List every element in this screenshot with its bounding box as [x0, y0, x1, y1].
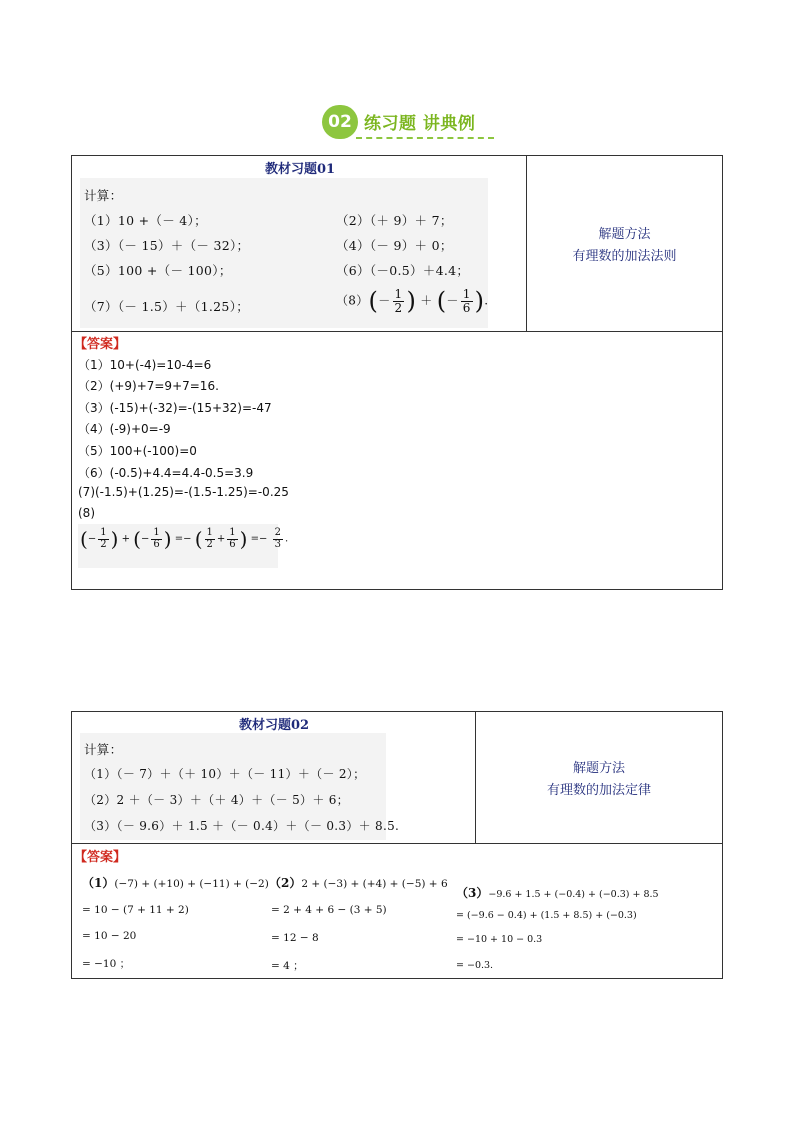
fraction: $\frac{1}{2}$ [206, 527, 213, 550]
exercise-2-question-1: （1）（－ 7）＋（＋ 10）＋（－ 11）＋（－ 2）； [84, 767, 366, 781]
fraction: $\frac{1}{6}$ [153, 527, 160, 550]
exercise-1-divider-horizontal [71, 331, 722, 332]
exercise-1-question-8 [336, 288, 488, 314]
exercise-2-question-3: （3）（－ 9.6）＋ 1.5 ＋（－ 0.4）＋（－ 0.3）＋ 8.5. [84, 819, 400, 833]
exercise-1-divider-vertical [526, 155, 527, 331]
fraction: $\frac{1}{2}$ [394, 287, 403, 315]
exercise-2-solution-3-step-1: = (−9.6 − 0.4) + (1.5 + 8.5) + (−0.3) [456, 910, 637, 921]
exercise-1-prompt: 计算： [84, 188, 123, 203]
exercise-2-divider-vertical [475, 711, 476, 843]
exercise-2-solution-3-step-3: = −0.3. [456, 960, 494, 971]
exercise-1-answer-8-label: (8) [78, 506, 95, 520]
question-8-label: （8） [336, 293, 369, 308]
exercise-1-question-2: （2）（＋ 9）＋ 7； [336, 213, 453, 228]
exercise-1-question-1: （1）10 +（－ 4）； [84, 213, 207, 228]
exercise-1-answer-8-math: (− $\frac{1}{2}$ ) + (− $\frac{1}{6}$ ) =− ( $\frac{1}{2}$ + $\frac{1}{6}$ ) =− $\frac{2}{3}$ . [80, 527, 289, 551]
exercise-1-answer-7: (7)(-1.5)+(1.25)=-(1.5-1.25)=-0.25 [78, 485, 289, 499]
paren-right: ) [474, 287, 485, 316]
exercise-1-answer-5: （5）100+(-100)=0 [78, 444, 197, 458]
exercise-1-question-5: （5）100 +（－ 100）； [84, 263, 232, 278]
exercise-1-question-4: （4）（－ 9）＋ 0； [336, 238, 453, 253]
exercise-2-prompt: 计算： [84, 742, 123, 757]
exercise-2-solution-1-expression: （1）(−7) + (+10) + (−11) + (−2) [82, 876, 269, 890]
fraction: $\frac{1}{2}$ [100, 527, 107, 550]
section-title-underline [356, 137, 494, 139]
exercise-2-solution-2-step-1: = 2 + 4 + 6 − (3 + 5) [271, 904, 387, 916]
paren-left: ( [436, 287, 447, 316]
section-number-badge: 02 [322, 105, 358, 139]
minus-sign: － [446, 293, 459, 308]
exercise-2-title: 教材习题02 [238, 718, 310, 733]
exercise-2-solution-2-step-2: = 12 − 8 [271, 932, 319, 944]
exercise-1-question-6: （6）（－0.5）＋4.4； [336, 263, 470, 278]
exercise-2-solution-3-step-2: = −10 + 10 − 0.3 [456, 934, 543, 945]
exercise-1-answer-4: （4）(-9)+0=-9 [78, 422, 171, 436]
exercise-2-solution-2-expression: （2）2 + (−3) + (+4) + (−5) + 6 [269, 876, 448, 890]
exercise-2-divider-horizontal [71, 843, 722, 844]
exercise-1-answer-label: 【答案】 [74, 337, 127, 352]
exercise-2-method: 有理数的加法定律 [546, 783, 651, 798]
exercise-1-method: 有理数的加法法则 [572, 249, 677, 264]
fraction: $\frac{2}{3}$ [274, 527, 281, 550]
exercise-2-question-2: （2）2 ＋（－ 3）＋（＋ 4）＋（－ 5）＋ 6； [84, 793, 349, 807]
exercise-1-question-7: （7）（－ 1.5）＋（1.25）； [84, 299, 250, 314]
exercise-2-solution-1-step-2: = 10 − 20 [82, 930, 137, 942]
exercise-1-answer-2: （2）(+9)+7=9+7=16. [78, 379, 219, 393]
plus-sign: ＋ [420, 293, 433, 308]
paren-right: ) [406, 287, 417, 316]
exercise-1-answer-6: （6）(-0.5)+4.4=4.4-0.5=3.9 [78, 466, 254, 480]
section-title: 练习题 讲典例 [364, 114, 476, 134]
period: . [484, 293, 489, 308]
exercise-1-answer-3: （3）(-15)+(-32)=-(15+32)=-47 [78, 401, 272, 415]
exercise-2-solution-3-expression: （3）−9.6 + 1.5 + (−0.4) + (−0.3) + 8.5 [456, 886, 659, 900]
exercise-1-answer-1: （1）10+(-4)=10-4=6 [78, 358, 212, 372]
fraction: $\frac{1}{6}$ [229, 527, 236, 550]
exercise-1-question-3: （3）（－ 15）＋（－ 32）； [84, 238, 250, 253]
exercise-2-method-title: 解题方法 [572, 761, 625, 776]
exercise-2-solution-1-step-3: = −10 ； [82, 958, 131, 970]
exercise-2-solution-2-step-3: = 4 ； [271, 960, 304, 972]
exercise-1-title: 教材习题01 [264, 162, 336, 177]
paren-left: ( [368, 287, 379, 316]
exercise-2-answer-label: 【答案】 [74, 850, 127, 865]
exercise-2-solution-1-step-1: = 10 − (7 + 11 + 2) [82, 904, 189, 916]
fraction: $\frac{1}{6}$ [462, 287, 471, 315]
minus-sign: － [378, 293, 391, 308]
exercise-1-method-title: 解题方法 [598, 227, 651, 242]
